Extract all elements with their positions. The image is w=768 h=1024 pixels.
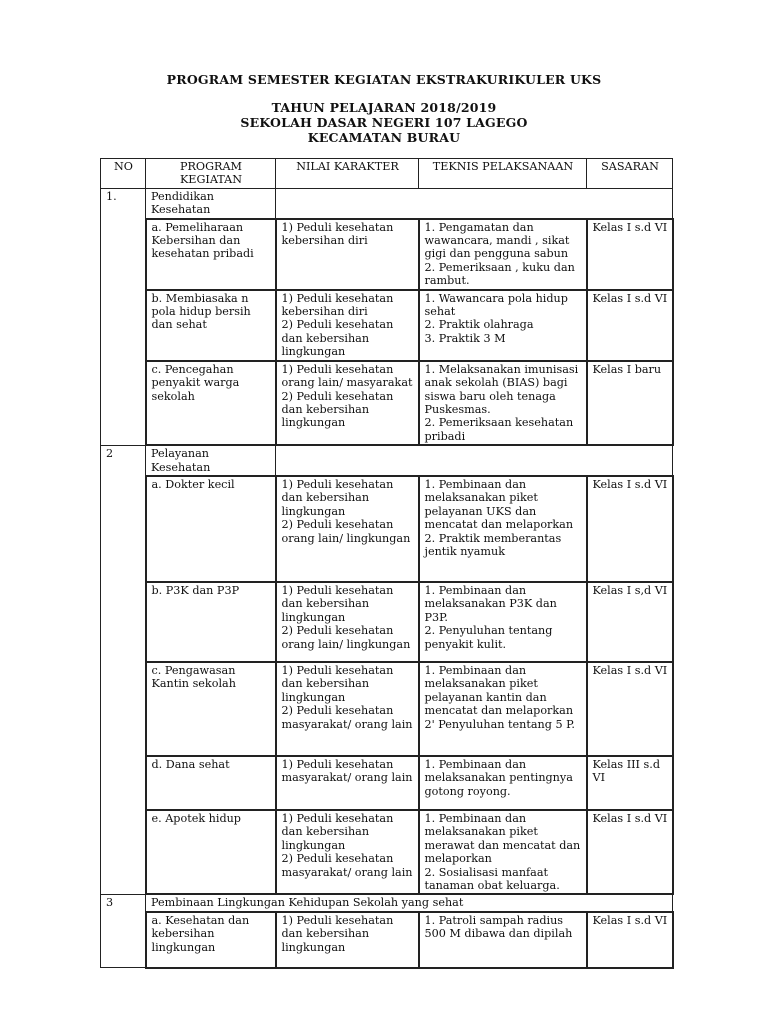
sasaran-cell: Kelas I s.d VI (587, 290, 673, 361)
nilai-item: 2) Peduli kesehatan masyarakat/ orang lain (281, 852, 413, 879)
section-row (101, 445, 673, 476)
teknis-cell (419, 810, 587, 894)
program-cell: a. Dokter kecil (146, 476, 276, 582)
nilai-karakter-cell (276, 912, 419, 968)
nilai-item: 1) Peduli kesehatan masyarakat/ orang lain (281, 757, 413, 785)
table-row (101, 662, 673, 756)
teknis-item: 2. Praktik memberantas jentik nyamuk (424, 531, 562, 558)
sasaran-cell: Kelas I s.d VI (587, 662, 673, 756)
nilai-karakter-cell (276, 476, 419, 582)
program-cell: d. Dana sehat (146, 756, 276, 810)
program-cell: c. Pencegahan penyakit warga sekolah (146, 361, 276, 445)
nilai-karakter-cell (276, 219, 419, 290)
nilai-karakter-cell (276, 290, 419, 361)
sasaran-cell: Kelas I s,d VI (587, 582, 673, 662)
nilai-item: 1) Peduli kesehatan dan kebersihan lingkungan (281, 913, 394, 954)
table-header-row (101, 159, 673, 189)
teknis-item: 1. Pengamatan dan wawancara, mandi , sikat gigi dan pengguna sabun (424, 220, 570, 261)
section-row (101, 894, 673, 911)
teknis-item: 2. Penyuluhan tentang penyakit kulit. (424, 624, 553, 651)
table-row (101, 219, 673, 290)
program-cell: b. P3K dan P3P (146, 582, 276, 662)
section-name: Pembinaan Lingkungan Kehidupan Sekolah yang sehat (146, 894, 673, 911)
teknis-cell (419, 476, 587, 582)
nilai-item: 2) Peduli kesehatan orang lain/ lingkungan (281, 624, 411, 651)
teknis-cell (419, 361, 587, 445)
sasaran-cell: Kelas I baru (587, 361, 673, 445)
header-teknis-pelaksanaan: TEKNIS PELAKSANAAN (419, 159, 587, 189)
document-subtitle (0, 100, 768, 145)
teknis-item: 3. Praktik 3 M (424, 331, 506, 345)
subtitle-school: SEKOLAH DASAR NEGERI 107 LAGEGO (240, 115, 528, 130)
nilai-item: 1) Peduli kesehatan kebersihan diri (281, 291, 394, 319)
table-row (101, 290, 673, 361)
section-blank-cell (276, 445, 673, 476)
program-cell: b. Membiasaka n pola hidup bersih dan sehat (146, 290, 276, 361)
section-name: Pelayanan Kesehatan (146, 445, 276, 476)
header-program: PROGRAM KEGIATAN (146, 159, 276, 189)
program-cell: a. Kesehatan dan kebersihan lingkungan (146, 912, 276, 968)
header-nilai-karakter: NILAI KARAKTER (276, 159, 419, 189)
sasaran-cell: Kelas I s.d VI (587, 810, 673, 894)
program-cell: a. Pemeliharaan Kebersihan dan kesehatan pribadi (146, 219, 276, 290)
table-row (101, 810, 673, 894)
nilai-item: 1) Peduli kesehatan dan kebersihan lingkungan (281, 663, 394, 704)
teknis-item: 2. Sosialisasi manfaat tanaman obat keluarga. (424, 865, 560, 892)
teknis-item: 1. Melaksanakan imunisasi anak sekolah (BIAS) bagi siswa baru oleh tenaga Puskesmas. (424, 362, 579, 416)
nilai-item: 2) Peduli kesehatan masyarakat/ orang lain (281, 704, 413, 731)
section-number: 2 (101, 445, 146, 894)
teknis-item: 1. Pembinaan dan melaksanakan piket pelayanan UKS dan mencatat dan melaporkan (424, 477, 574, 532)
subtitle-year: TAHUN PELAJARAN 2018/2019 (271, 100, 497, 115)
teknis-cell (419, 912, 587, 968)
teknis-item: 1. Patroli sampah radius 500 M dibawa dan dipilah (424, 913, 573, 941)
nilai-item: 1) Peduli kesehatan orang lain/ masyarakat (281, 362, 413, 390)
header-no: NO (101, 159, 146, 189)
table-row (101, 476, 673, 582)
teknis-cell (419, 219, 587, 290)
table-row (101, 912, 673, 968)
nilai-item: 1) Peduli kesehatan kebersihan diri (281, 220, 394, 248)
section-number: 3 (101, 894, 146, 967)
teknis-item: 1. Wawancara pola hidup sehat (424, 291, 568, 319)
section-number: 1. (101, 188, 146, 445)
document-title: PROGRAM SEMESTER KEGIATAN EKSTRAKURIKULER UKS (166, 72, 602, 87)
table-row (101, 582, 673, 662)
teknis-item: 1. Pembinaan dan melaksanakan pentingnya gotong royong. (424, 757, 573, 798)
teknis-item: 2. Pemeriksaan , kuku dan rambut. (424, 260, 575, 288)
nilai-karakter-cell (276, 756, 419, 810)
section-name: Pendidikan Kesehatan (146, 188, 276, 218)
teknis-item: 1. Pembinaan dan melaksanakan piket pelayanan kantin dan mencatat dan melaporkan (424, 663, 574, 718)
teknis-cell (419, 662, 587, 756)
teknis-item: 1. Pembinaan dan melaksanakan piket merawat dan mencatat dan melaporkan (424, 811, 581, 866)
teknis-item: 2' Penyuluhan tentang 5 P. (424, 717, 575, 731)
subtitle-district: KECAMATAN BURAU (307, 130, 461, 145)
nilai-karakter-cell (276, 810, 419, 894)
nilai-item: 1) Peduli kesehatan dan kebersihan lingkungan (281, 583, 394, 624)
nilai-item: 1) Peduli kesehatan dan kebersihan lingkungan (281, 811, 394, 852)
teknis-cell (419, 290, 587, 361)
nilai-item: 1) Peduli kesehatan dan kebersihan lingkungan (281, 477, 394, 518)
sasaran-cell: Kelas I s.d VI (587, 219, 673, 290)
teknis-item: 2. Praktik olahraga (424, 318, 534, 332)
nilai-item: 2) Peduli kesehatan dan kebersihan lingkungan (281, 318, 394, 359)
nilai-karakter-cell (276, 361, 419, 445)
section-row (101, 188, 673, 218)
nilai-karakter-cell (276, 662, 419, 756)
header-sasaran: SASARAN (587, 159, 673, 189)
sasaran-cell: Kelas III s.d VI (587, 756, 673, 810)
teknis-item: 1. Pembinaan dan melaksanakan P3K dan P3P. (424, 583, 557, 624)
section-blank-cell (276, 188, 673, 218)
program-table (100, 158, 674, 969)
sasaran-cell: Kelas I s.d VI (587, 476, 673, 582)
sasaran-cell: Kelas I s.d VI (587, 912, 673, 968)
teknis-item: 2. Pemeriksaan kesehatan pribadi (424, 416, 574, 443)
table-row (101, 756, 673, 810)
nilai-item: 2) Peduli kesehatan orang lain/ lingkungan (281, 518, 411, 545)
program-cell: e. Apotek hidup (146, 810, 276, 894)
nilai-item: 2) Peduli kesehatan dan kebersihan lingkungan (281, 389, 394, 430)
teknis-cell (419, 582, 587, 662)
teknis-cell (419, 756, 587, 810)
program-cell: c. Pengawasan Kantin sekolah (146, 662, 276, 756)
table-row (101, 361, 673, 445)
nilai-karakter-cell (276, 582, 419, 662)
